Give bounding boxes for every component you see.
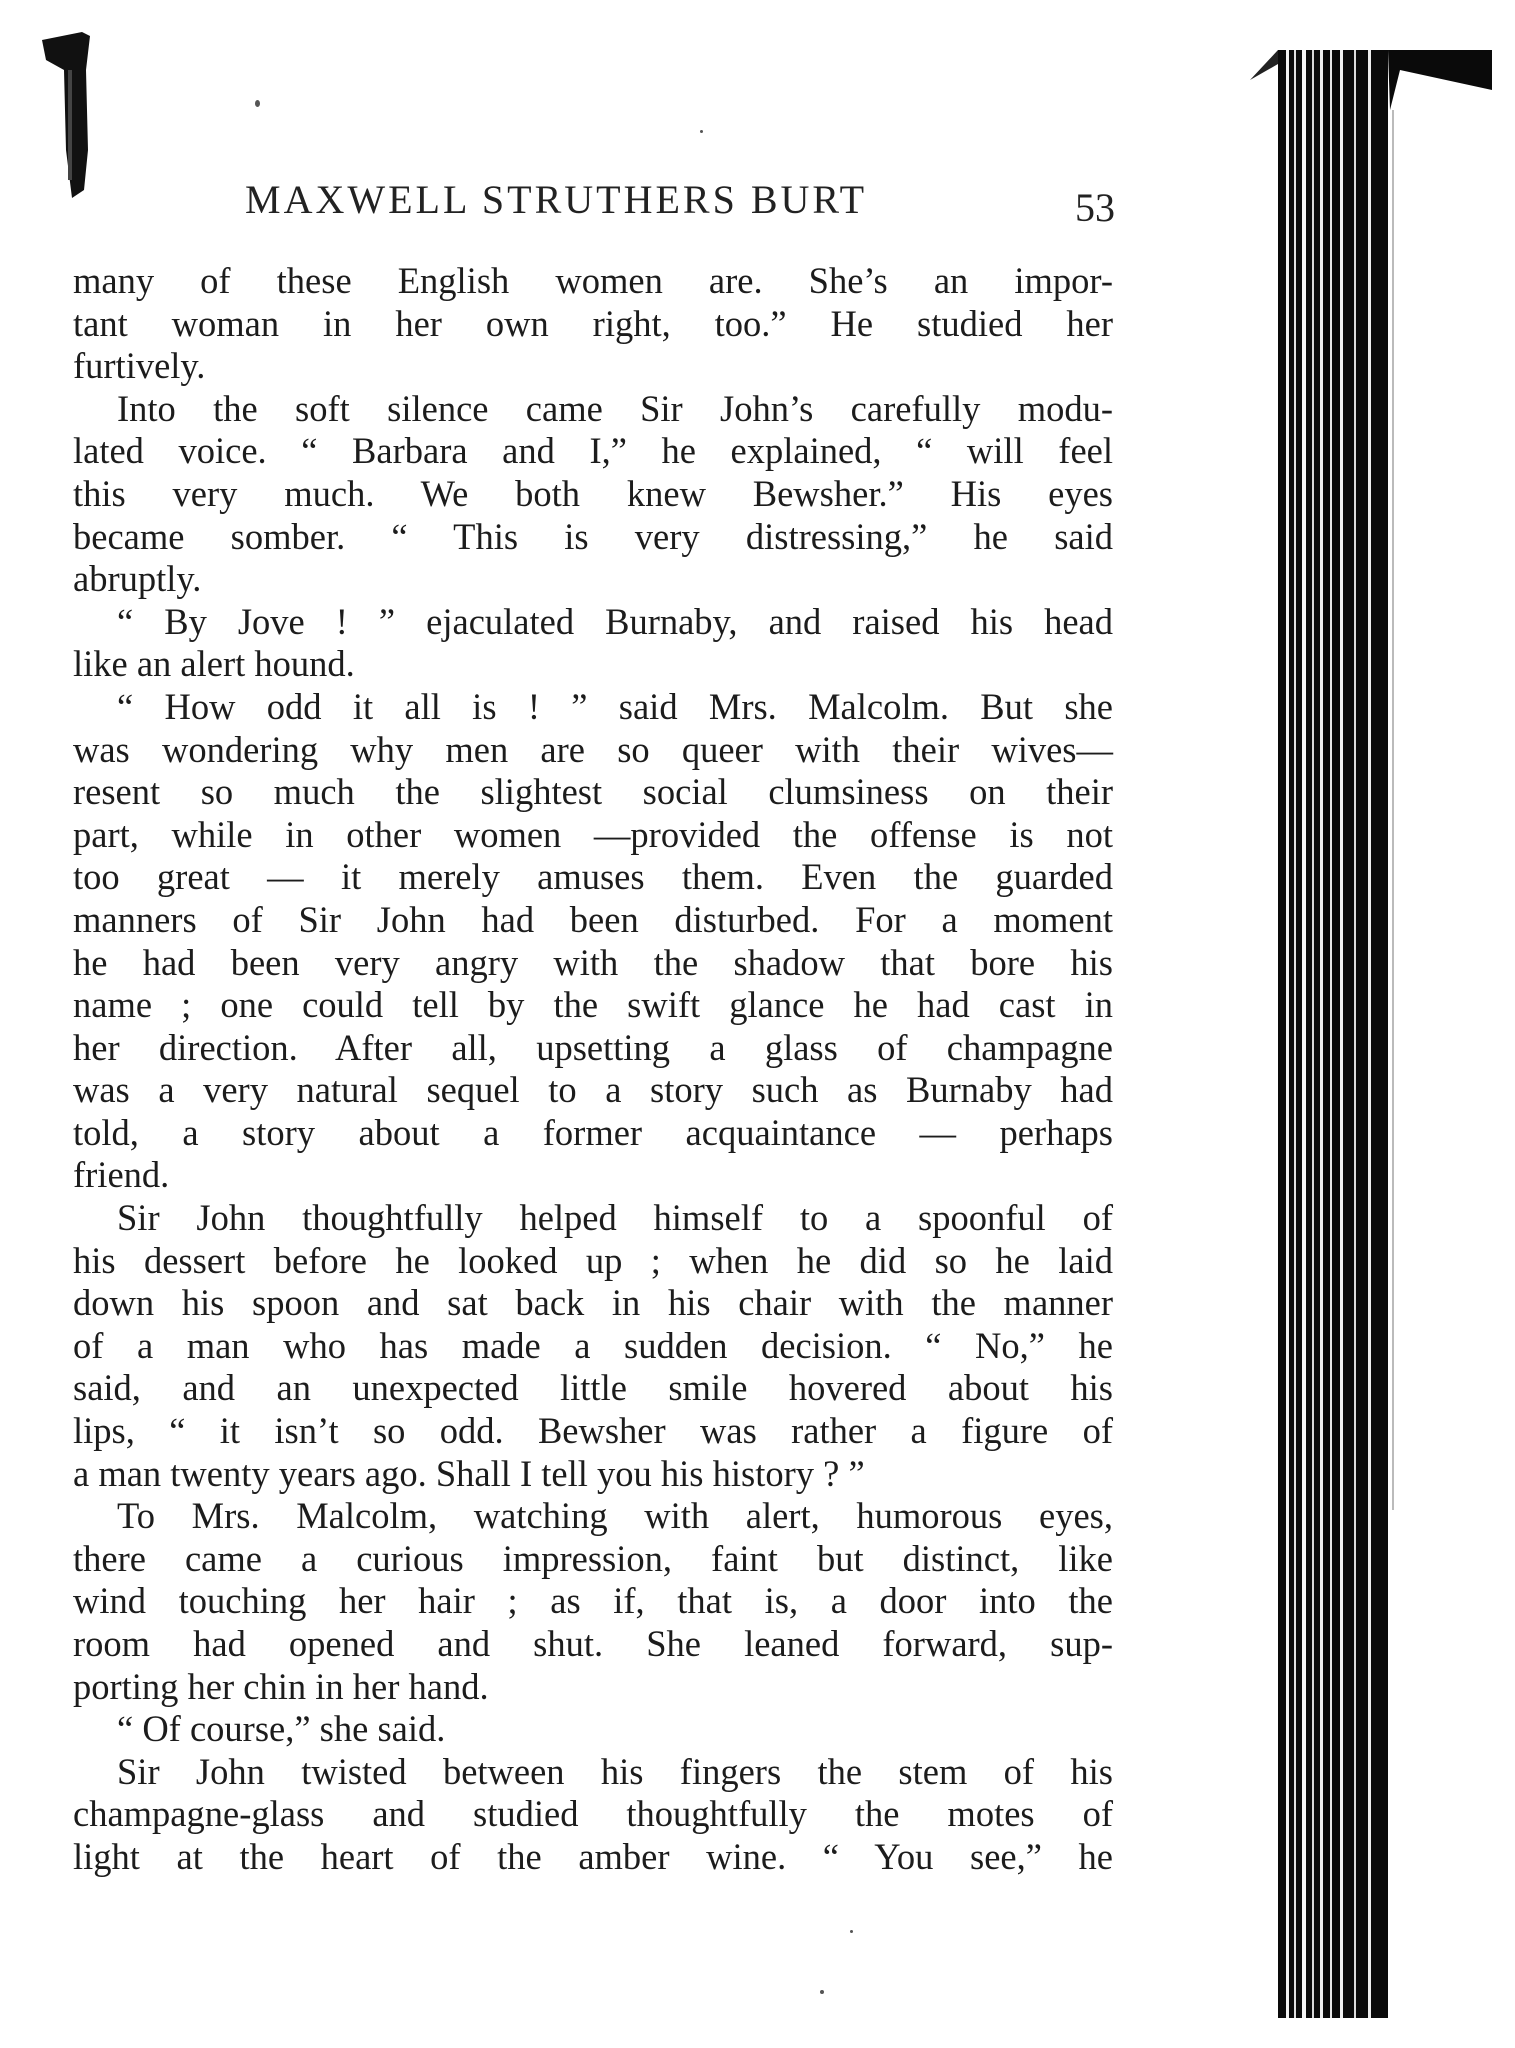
text-line: this very much. We both knew Bewsher.” His eyes (73, 472, 1113, 514)
body-text (73, 260, 1113, 1879)
text-line: “ Of course,” she said. (117, 1708, 446, 1750)
text-line: there came a curious impression, faint but distinct, like (73, 1537, 1113, 1579)
text-line: was wondering why men are so queer with their wives— (73, 728, 1113, 770)
page-number: 53 (1075, 185, 1115, 230)
text-line: like an alert hound. (73, 643, 355, 685)
text-line: abruptly. (73, 558, 202, 600)
text-line: down his spoon and sat back in his chair with the manner (73, 1282, 1113, 1324)
text-line: told, a story about a former acquaintance — perhaps (73, 1111, 1113, 1153)
text-line: tant woman in her own right, too.” He studied her (73, 302, 1113, 344)
text-line: of a man who has made a sudden decision. “ No,” he (73, 1324, 1113, 1366)
text-line: “ How odd it all is ! ” said Mrs. Malcolm. But she (117, 685, 1113, 727)
text-line: porting her chin in her hand. (73, 1665, 489, 1707)
text-line: Into the soft silence came Sir John’s carefully modu- (117, 387, 1113, 429)
print-speck (255, 100, 260, 107)
text-line: champagne-glass and studied thoughtfully the motes of (73, 1793, 1113, 1835)
text-line: was a very natural sequel to a story such as Burnaby had (73, 1069, 1113, 1111)
text-line: light at the heart of the amber wine. “ You see,” he (73, 1835, 1113, 1877)
text-line: her direction. After all, upsetting a glass of champagne (73, 1026, 1113, 1068)
text-line: lated voice. “ Barbara and I,” he explained, “ will feel (73, 430, 1113, 472)
text-line: furtively. (73, 345, 206, 387)
text-line: part, while in other women —provided the offense is not (73, 813, 1113, 855)
running-head: MAXWELL STRUTHERS BURT (245, 177, 868, 222)
text-line: too great — it merely amuses them. Even the guarded (73, 856, 1113, 898)
text-line: To Mrs. Malcolm, watching with alert, humorous eyes, (117, 1495, 1113, 1537)
text-line: resent so much the slightest social clumsiness on their (73, 771, 1113, 813)
scan-binding-mark-left (42, 30, 92, 200)
text-line: became somber. “ This is very distressing,” he said (73, 515, 1113, 557)
print-speck (700, 130, 703, 133)
text-line: Sir John twisted between his fingers the stem of his (117, 1750, 1113, 1792)
print-speck (850, 1930, 853, 1933)
text-line: he had been very angry with the shadow that bore his (73, 941, 1113, 983)
text-line: his dessert before he looked up ; when he did so he laid (73, 1239, 1113, 1281)
print-speck (820, 1990, 824, 1994)
text-line: lips, “ it isn’t so odd. Bewsher was rather a figure of (73, 1410, 1113, 1452)
scan-spine-shadow (1250, 50, 1492, 2018)
text-line: Sir John thoughtfully helped himself to a spoonful of (117, 1197, 1113, 1239)
text-line: many of these English women are. She’s an impor- (73, 260, 1113, 301)
page-header (245, 176, 1115, 236)
text-line: a man twenty years ago. Shall I tell you his history ? ” (73, 1452, 865, 1494)
text-line: wind touching her hair ; as if, that is, a door into the (73, 1580, 1113, 1622)
text-line: name ; one could tell by the swift glance he had cast in (73, 984, 1113, 1026)
text-line: room had opened and shut. She leaned forward, sup- (73, 1623, 1113, 1664)
text-line: said, and an unexpected little smile hovered about his (73, 1367, 1113, 1409)
text-line: friend. (73, 1154, 170, 1196)
text-line: manners of Sir John had been disturbed. For a moment (73, 898, 1113, 940)
text-line: “ By Jove ! ” ejaculated Burnaby, and raised his head (117, 600, 1113, 642)
